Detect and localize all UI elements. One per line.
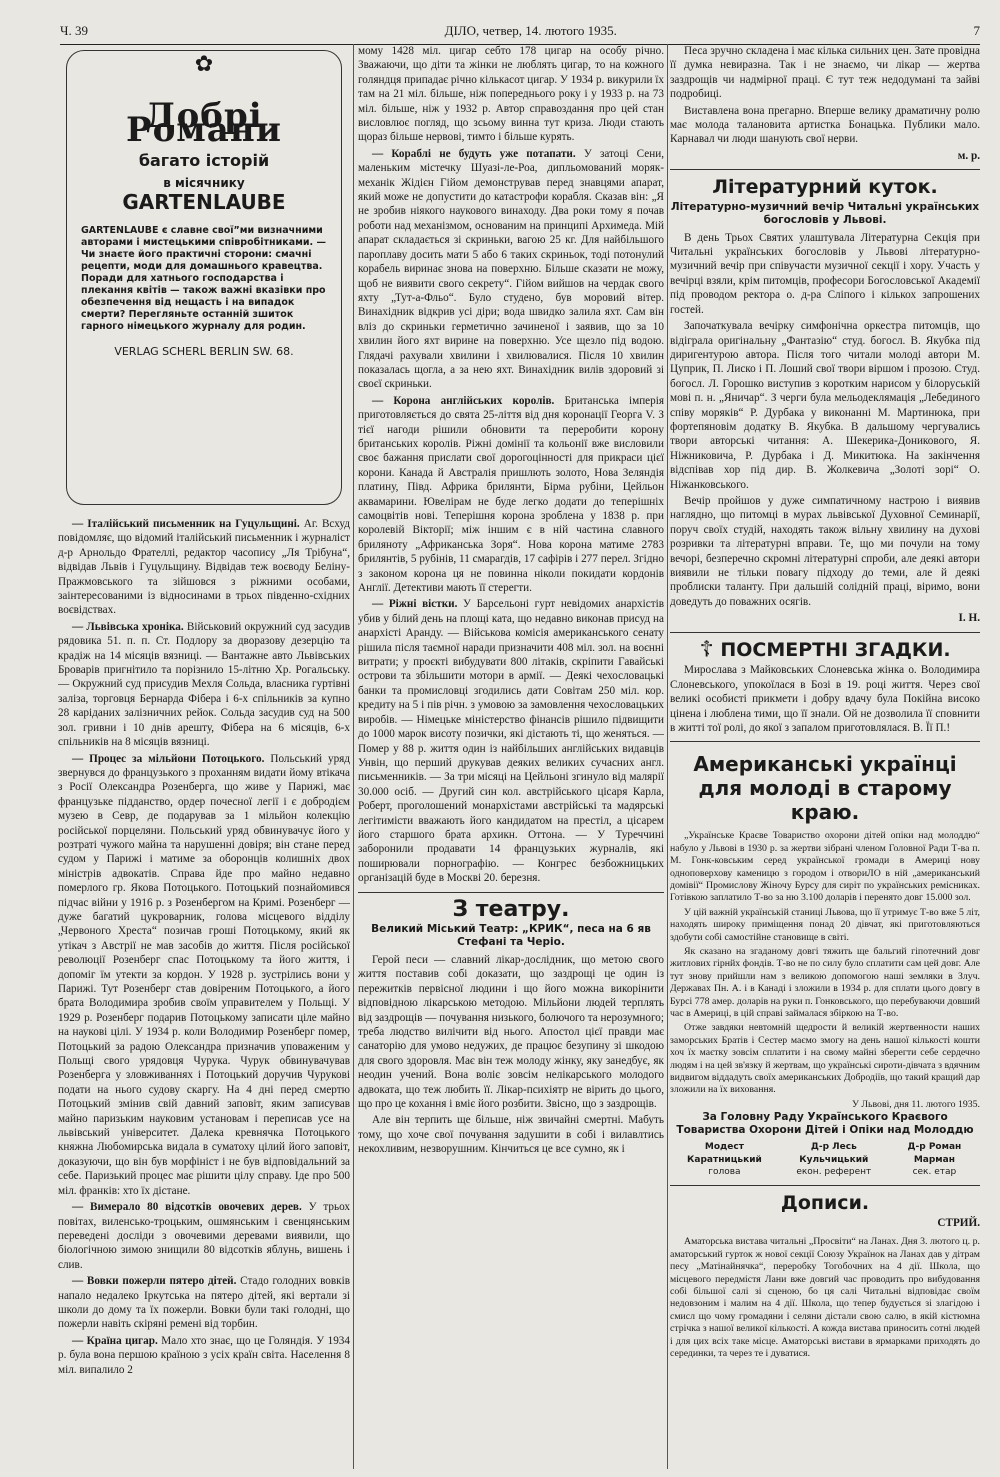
col2-article bbox=[358, 597, 664, 885]
section-divider bbox=[670, 741, 980, 742]
obituary-text: Мирослава з Майковських Слоневська жінка о. Володимира Слоневського, упокоїлася в Бозі в 19. році життя. Через свої великі особисті прикмети і добру вдачу була Покійна високо цінена і люблена тими, що її знали. Ой не дозволила її сповнити в житті тої ролі, до якої з запалом приготовлялася. В. Її П.! bbox=[670, 664, 980, 734]
literary-paragraph: Вечір пройшов у дуже симпатичному настрою і виявив наглядно, що питомці в мурах львівської Духовної Семинарії, поруч своїх студій, находять також вільну хвилину на духові розривки та літературні вправи. Те, що ми почули на тому вечорі, безперечно скромні літературні спроби, але деякі автори виявили не тільки повагу підходу до теми, але й деякі проблиски таланту. При дальшій солідній праці, віримо, вони доведуть до поважних осягів. bbox=[670, 494, 980, 608]
col2-article bbox=[358, 394, 664, 596]
ad-body: GARTENLAUBE є славне свої”ми визначними авторами і мистецькими співробітниками. — Чи знаєте його практичні сторони: смачні рецепти, моди для домашнього кравецтва. Поради для хатнього господарства і плекання квітів — також важні вказівки про обезпечення від нещасть і на випадок смерти? Перегляньте останній зшиток гарного німецького журналу для родин. bbox=[81, 225, 326, 333]
column-3 bbox=[670, 44, 980, 1469]
article-body: У трьох повітах, виленсько-троцьким, ошмянським і свенцянським переведені досліди з овочевими деревами виявили, що біологічною зимою знищили 80 відсотків яблунь, вишень і слив. bbox=[58, 1201, 350, 1271]
advertisement-gartenlaube bbox=[66, 50, 342, 505]
ad-small: в місячнику bbox=[163, 176, 245, 191]
article-headline: — Ріжні вістки. bbox=[372, 598, 458, 611]
article-body: У затоці Сени, маленьким містечку Шуазі-ле-Роа, дипльомований моряк-механік Жідієн Гійом демонстрував перед знавцями апарат, який може не допустити до катастрофи корабля. Сказав він: „Я не зробив ніякого наукового винаходу. Два роки тому я почав роботи над механізмом, основаним на принципі Архимеда. Мій апарат складається зі скриньки, вагою 25 кг. Для найбільшого пароплаву досить мати 5 або 6 таких скриньок, тоді потонулий корабель виринає знова на поверхню. Більше сказати не можу, щоб не виявити свого секрету“. Гійом вийшов на чердак свого яхту „Тут-а-Фльо“. Було студено, був моровий вітер. Винахідник відкрив усі діри; вода швидко залила яхт. Сам він вліз до скриньки герметично зачиненої і заявив, що за 10 хвилин його яхт вирине на поверхню. Усе щезло під водою. Глядачі рахували хвилини і хвилювалися. Після 10 хвилин показалась щогла, а за нею яхт. Винахідник вилів здоровий зі своєї скриньки. bbox=[358, 147, 664, 391]
literary-paragraph: В день Трьох Святих улаштувала Літературна Секція при Читальні українських богословів у Львові літературно-музичний вечір при співучасти музичної секції і хору. Участь у вечірці взяли, крім питомців, професори Богословської Академії під проводом ректора о. д-ра Сліпого і кількох запрошених гостей. bbox=[670, 231, 980, 316]
theatre-paragraph: Але він терпить ще більше, ніж звичайні смертні. Мабуть тому, що хоче свої почування задушити в собі і вилавлтись некохливим, незворушним. Кінчиться це все сумно, як і bbox=[358, 1114, 664, 1156]
author-signature: І. Н. bbox=[958, 612, 980, 625]
column-divider bbox=[353, 44, 354, 1469]
literary-paragraph: Започаткувала вечірку симфонічна оркестра питомців, що відіграла оригінальну „Фантазію“ студ. богосл. В. Якубка під диригентурою автора. Після того читали молоді автори М. Цуприк, П. Лиско і П. Лоший свої твори віршом і прозою. Студ. богосл. Л. Горошко виступив з коротким нарисом у білоруській мові п. н. „Яничар“. З черги була мельодеклямація „Лебединого співу моряків“ Р. Дурбака у виконанні М. Мартинюка, при фортепяновім додатку В. Якубка. В дальшому чергувались твори авторські читання: А. Шекерика-Доникового, Я. Ніжниковича, Р. Дурбака і Д. Микитюка. На закінчення відспівав хор під дир. В. Жолкевича „Золоті зорі“ О. Ніжанковського. bbox=[670, 320, 980, 491]
literary-heading: Літературний куток. bbox=[712, 176, 938, 199]
theatre-continued: Виставлена вона прегарно. Вперше велику драматичну ролю має молода талановита артистка Бонацька. Публики мало. Карнавал чи люди шанують свої нерви. bbox=[670, 104, 980, 146]
article-body: Аг. Всхуд повідомляє, що відомий італійський письменник і журналіст д-р Арнольдо Фрателлі, редактор часопису „Ля Трібуна“, відвідав Львів і Гуцульщину. Відвідав теж воєводу Беліну-Пражмовського та зійшовся з ріжними особами, заінтересованими із відносинами в трьох південно-східних воєвідствах. bbox=[58, 518, 350, 617]
theatre-paragraph: Герой песи — славний лікар-дослідник, що метою свого життя поставив собі доказати, що заздрощі це один із пережитків первісної людини і що його можна викорінити відповідною лікарською методою. Мільйони людей терплять від заздрощів — почування низького, болючого та нерозумного; треба людство вилічити від нього. Апостол цієї правди має санаторію для умово недужих, де працює безупину зі шкодою для свого здоровля. Має він теж молоду жінку, яку занедбує, як неодин учений. Вона воліє зовсім нелікарського молодого адвоката, що теж любить її. Лікар-психіятр не вірить до цього, що про це кохання і вміє його розбити. Звісно, що з заздрощів. bbox=[358, 953, 664, 1111]
article-headline: — Італійський письменник на Гуцульщині. bbox=[72, 518, 300, 530]
article-headline: — Вовки пожерли пятеро дітей. bbox=[72, 1275, 237, 1288]
american-paragraph: Отже завдяки невтомній щедрости й великій жертвенности наших заморських Братів і Сестер маємо змогу на день нашої кількості кошти хоч їх маєтку зовсім сплатити і на свому майні зберегти себе сердечно людям і на цей зв'язку й жертвам, що українські сироти-дівчата з вдячним видвигом віддадуть своїх американських Добродіїв, що такий кращий дар зложили на їх виховання. bbox=[670, 1022, 980, 1096]
american-paragraph: У цій важній українській станиці Львова, що її утримує Т-во вже 5 літ, находять широку приміщення понад 20 дівчат, які приготовляються здобути собі самостійне становище в світі. bbox=[670, 906, 980, 943]
section-divider bbox=[670, 169, 980, 170]
article-body: Військовий окружний суд засудив рядовика 51. п. п. Ст. Подлору за дворазову дезерцію та крадіж на 14 місяців вязниці. — Вантажне авто Львівських Броварів пригнітило та порізнило 15-літню Хр. Рогальську. — Окружний суд присудив Мехля Сольда, власника гуртівні заліза, торговця Бернарда Фібера і 6-х спільників за купно 28 каріданих залізничних рейок. Сольда засудив суд на 500 зол. гривни і 10 днів арешту, Фібера на 6 місяців, 6-х спільників на 8 місяців вязниці. bbox=[58, 620, 350, 749]
ribbon-bow-icon: ✿ bbox=[194, 51, 214, 76]
article-body: мому 1428 міл. цигар себто 178 цигар на особу річно. Зважаючи, що діти та жінки не люблять цигар, то на кожного голяндця припадає річно кількасот цигар. У 1934 р. викурили їх там на 21 міл. більше, ніж попереднього року і у 1933 р. на 73 міл. більше, ніж у 1932 р. Автор справоздання про цей стан висловлює погляд, що зсьому винна тут криза. Люди стають щораз більше нервові, тимто і більше курять. bbox=[358, 45, 664, 144]
article-headline: — Процес за мільйони Потоцького. bbox=[72, 752, 265, 765]
american-paragraph: Як сказано на згаданому довгі тяжить ще бальгий гіпотечний довг житлових гірнйх фондів. Т-во не по силу було сплатити сам цей довг. Але тут знову прийшли нам з великою допомогою наші земляки в Злуч. Державах Пн. А. і в Канаді і зложили в 1934 р. для сплати цього довгу в Бурсі 778 амер. доларів на руки п. Гонковського, що перебуваючи довший час в Америці, в цій справі займалася збіркою на Т-во. bbox=[670, 946, 980, 1020]
article-headline: — Корона англійських королів. bbox=[372, 394, 555, 407]
signature-1: Модест Каратницький голова bbox=[687, 1142, 762, 1178]
signatures bbox=[670, 1141, 980, 1178]
page-number-left: Ч. 39 bbox=[60, 23, 88, 38]
article-body: Польський уряд звернувся до французького з проханням видати йому втікача з Росії Олександра Розенберга, що живе у Парижі, має французьке підданство, ордер почесної легії і є добродієм музею в Севр, де подарував за 1 мільйон колекцію російської порцеляни. Польський уряд обвинувачує його у розтраті чужого майна та нарушенні довіря; він стане перед судом у Парижі і матиме за оборонців колишніх двох міністрів адвокатів. Справа йде про майно недавно померлого гр. Якова Потоцького. Потоцький познайомився підчас війни у 1916 р. з Розенбергом на Кримі. Розенберг — дуже багатий цукроварник, голова місцевого відділу „Червоного Хреста“ позичав гроші Потоцькому, який як утікач з Австрії не мав засобів до життя. Після російської революції Розенберг спас Потоцькому та його життя, і допоміг їм утекти за кордон. У 1928 р. зустрілись вони у Парижі. Тут Розенберг став довіреним Потоцького, а його брата Володимира зробив своїм управителем у Польщі. У 1929 р. Розенберг подарив Потоцькому записати ціле майно на наукові цілі. У 1934 р. коли Володимир Розенберг помер, Потоцький за радою Олександра призначив уповаженим у Польщі свого урядовця Чурука. Чурук обвинувачував Розенберга у зловживаннях і Потоцький доручив Чурукові подати на нього судову скаргу. На 4 дні перед смертю Потоцький змінив свій давний заповіт, яким записував майно паризьким науковим установам і переписав усе на львівський університет. Далека кревнячка Потоцького княжна Любомирська видала в суматоху цілий його заповіт, доказуючи, що він був морфініст і не був відповідальний за себе. Паризький процес має рішити цілу справу. Іде про 500 міл. франків: хто їх дістане. bbox=[58, 752, 350, 1197]
col1-article bbox=[58, 620, 350, 750]
theatre-subheading: Великий Міський Театр: „КРИК“, песа на 6 яв Стефані та Черіо. bbox=[371, 922, 651, 948]
col2-article bbox=[358, 147, 664, 392]
section-divider bbox=[670, 1185, 980, 1186]
ad-title: Добрі Романи bbox=[126, 96, 282, 151]
col2-article bbox=[358, 44, 664, 145]
theatre-continued: Песа зручно складена і має кілька сильних цен. Зате провідна її думка невиразна. Так і не знаємо, чи лікар — жертва заздрощів чи надмірної праці. Є тут теж недодумані та зайві подробиці. bbox=[670, 45, 980, 101]
article-body: Стадо голодних вовків напало недалеко Іркутська на пятеро дітей, які вертали зі школи до дому та їх пожерли. Вовки були такі голодні, що пожерли навіть скіряні ремені від торбин. bbox=[58, 1275, 350, 1331]
obituary-heading: ☦ ПОСМЕРТНІ ЗГАДКИ. bbox=[699, 636, 951, 662]
american-paragraph: „Українське Краєве Товариство охорони дітей опіки над молоддю“ набуло у Львові в 1930 р. за жертви зібрані членом Головної Ради Т-ва п. М. Гонк-ковським серед української громади в Америці нову одноповерхову каменицю з городом і отвориЛО в ній „американський домівії“ Промислову Жіночу Бурсу для сиріт по українських ремісниках. Готівкою заплатило Т-во за ню 3.100 доларів і перенято довг 15.000 зол. bbox=[670, 830, 980, 904]
article-body: Британська імперія приготовляється до свята 25-ліття від дня коронації Георга V. З тієї нагоди рішили обновити та переробити корону британських королів. Ріжні домінії та кольонії вже висловили своє бажання прислати свої дорогоцінності для прикраси цієї корони. Канада й Австралія пришлють золото, Нова Зеляндія платину, Півд. Африка брилянти, Бірма рубіни, Цейльон аквамарини. Ювелірам не буде легко додати до теперішніх самоцвітів нові. Теперішня корона зроблена у 1838 р. при королевій Вікторії; між іншим є в ній частина славного бриляноту „Африканська Зоря“. Нова корона матиме 2783 брилянтів, 5 рубінів, 11 смарагдів, 17 сафірів і 277 перел. Згідно з законом корона ця не повинна ніколи покидати кордонів Англії. Детективи мають її стерегти. bbox=[358, 394, 664, 595]
col1-article bbox=[58, 1334, 350, 1377]
literary-subheading: Літературно-музичний вечір Читальні українських богословів у Львові. bbox=[670, 200, 980, 226]
ad-magazine-name: GARTENLAUBE bbox=[122, 189, 286, 214]
article-headline: — Країна цигар. bbox=[72, 1334, 158, 1347]
correspondence-heading: Дописи. bbox=[780, 1191, 870, 1214]
orthodox-cross-icon: ☦ bbox=[699, 636, 714, 662]
column-2 bbox=[358, 44, 664, 1469]
column-1 bbox=[58, 44, 350, 1469]
page-number-right: 7 bbox=[973, 23, 980, 38]
masthead-date: ДІЛО, четвер, 14. лютого 1935. bbox=[444, 23, 617, 38]
col1-article bbox=[58, 1274, 350, 1332]
letter-date: У Львові, дня 11. лютого 1935. bbox=[851, 1098, 980, 1110]
american-ukrainians-heading: Американські українці для молоді в старому краю. bbox=[693, 752, 957, 825]
author-signature: м. р. bbox=[957, 149, 980, 162]
col1-article bbox=[58, 752, 350, 1199]
column-divider bbox=[667, 44, 668, 1469]
correspondence-text: Аматорська вистава читальні „Просвіти“ на Ланах. Дня 3. лютого ц. р. аматорський гурток ж нової секції Союзу Українок на Ланах дав у дітрам песу „Матінайнячка“, переробку Тогобочних на 4 дії. Школа, що місцевого передмістя Лани вже довгий час проводить про вибудовання собі більшої салі зі сценою, бо ця салі Читальні відповідає своїм недовзоним і малим на 4 дії. Школа, що тепер будується зі злагідою і смисл що чому громадяни і селяни дістали свою салю, в якій кістюмна стрічка з нашої великої кількості. А кожда вистава приносить сотні людей і для цих всіх таке місце. Аматорські вистави в ярмарками приходять до серединки, та через те і дуватися. bbox=[670, 1236, 980, 1359]
section-divider bbox=[670, 632, 980, 633]
theatre-heading: З театру. bbox=[452, 896, 570, 922]
signature-3: Д-р Роман Марман сек. етар bbox=[907, 1142, 962, 1178]
page-header bbox=[60, 22, 980, 45]
col1-article bbox=[58, 1200, 350, 1272]
article-headline: — Вимерало 80 відсотків овочевих дерев. bbox=[72, 1201, 302, 1214]
ad-footer: VERLAG SCHERL BERLIN SW. 68. bbox=[114, 345, 294, 359]
article-body: Мало хто знає, що це Голяндія. У 1934 р. була вона першою країною з усіх країн світа. Населення 8 міл. випалило 2 bbox=[58, 1334, 350, 1376]
signature-2: Д-р Лесь Кульчицький екон. референт bbox=[796, 1142, 872, 1178]
organization-name: За Головну Раду Українського Краєвого Товариства Охорони Дітей і Опіки над Молоддю bbox=[676, 1111, 974, 1137]
dateline-place: СТРИЙ. bbox=[937, 1216, 980, 1229]
ad-subtitle: багато історій bbox=[138, 150, 270, 170]
col1-article bbox=[58, 517, 350, 618]
article-body: У Барсельоні гурт невідомих анархістів убив у білий день на площі ката, що недавно виконав присуд на анархісті Аранду. — Військова комісія американського сенату рішила після таємної наради призначити 408 міл. зол. на воєнні витрати; у проєкті вибудувати 800 літаків, скріпити Гавайські острови та збільшити мотори в армії. — Деякі чехословацькі банки та промисловці згодились дати Совітам 250 міл. кор. кредиту на 5 і пів річн. з умовою за замовлення чехословацьких виробів. — Німецьке міністерство фінансів рішило підвищити до 1000 марок висоту позички, які дістають ті, що женяться. — Помер у 88 р. життя один із найбільших англійських видавців Унвін, що перший друкував деяких великих сучасних англ. письменників. — За три місяці на Цейльоні згинуло від малярії 30.000 осіб. — Другий син кол. австрійського цісаря Карла, Роберт, проголошений монархістами австрійські та мадярські легітимісти вважають його кандидатом на престіл, а цісарем його старшого брата архикн. Оттона. — У Туреччині заборонили продавати 14 французьких журналів, які поширювали порнографію. — Конгрес безбожницьких організацій буде в Москві 20. березня. bbox=[358, 598, 664, 885]
article-headline: — Львівська хроніка. bbox=[72, 620, 184, 633]
article-headline: — Кораблі не будуть уже потапати. bbox=[372, 147, 576, 160]
section-divider bbox=[358, 892, 664, 893]
